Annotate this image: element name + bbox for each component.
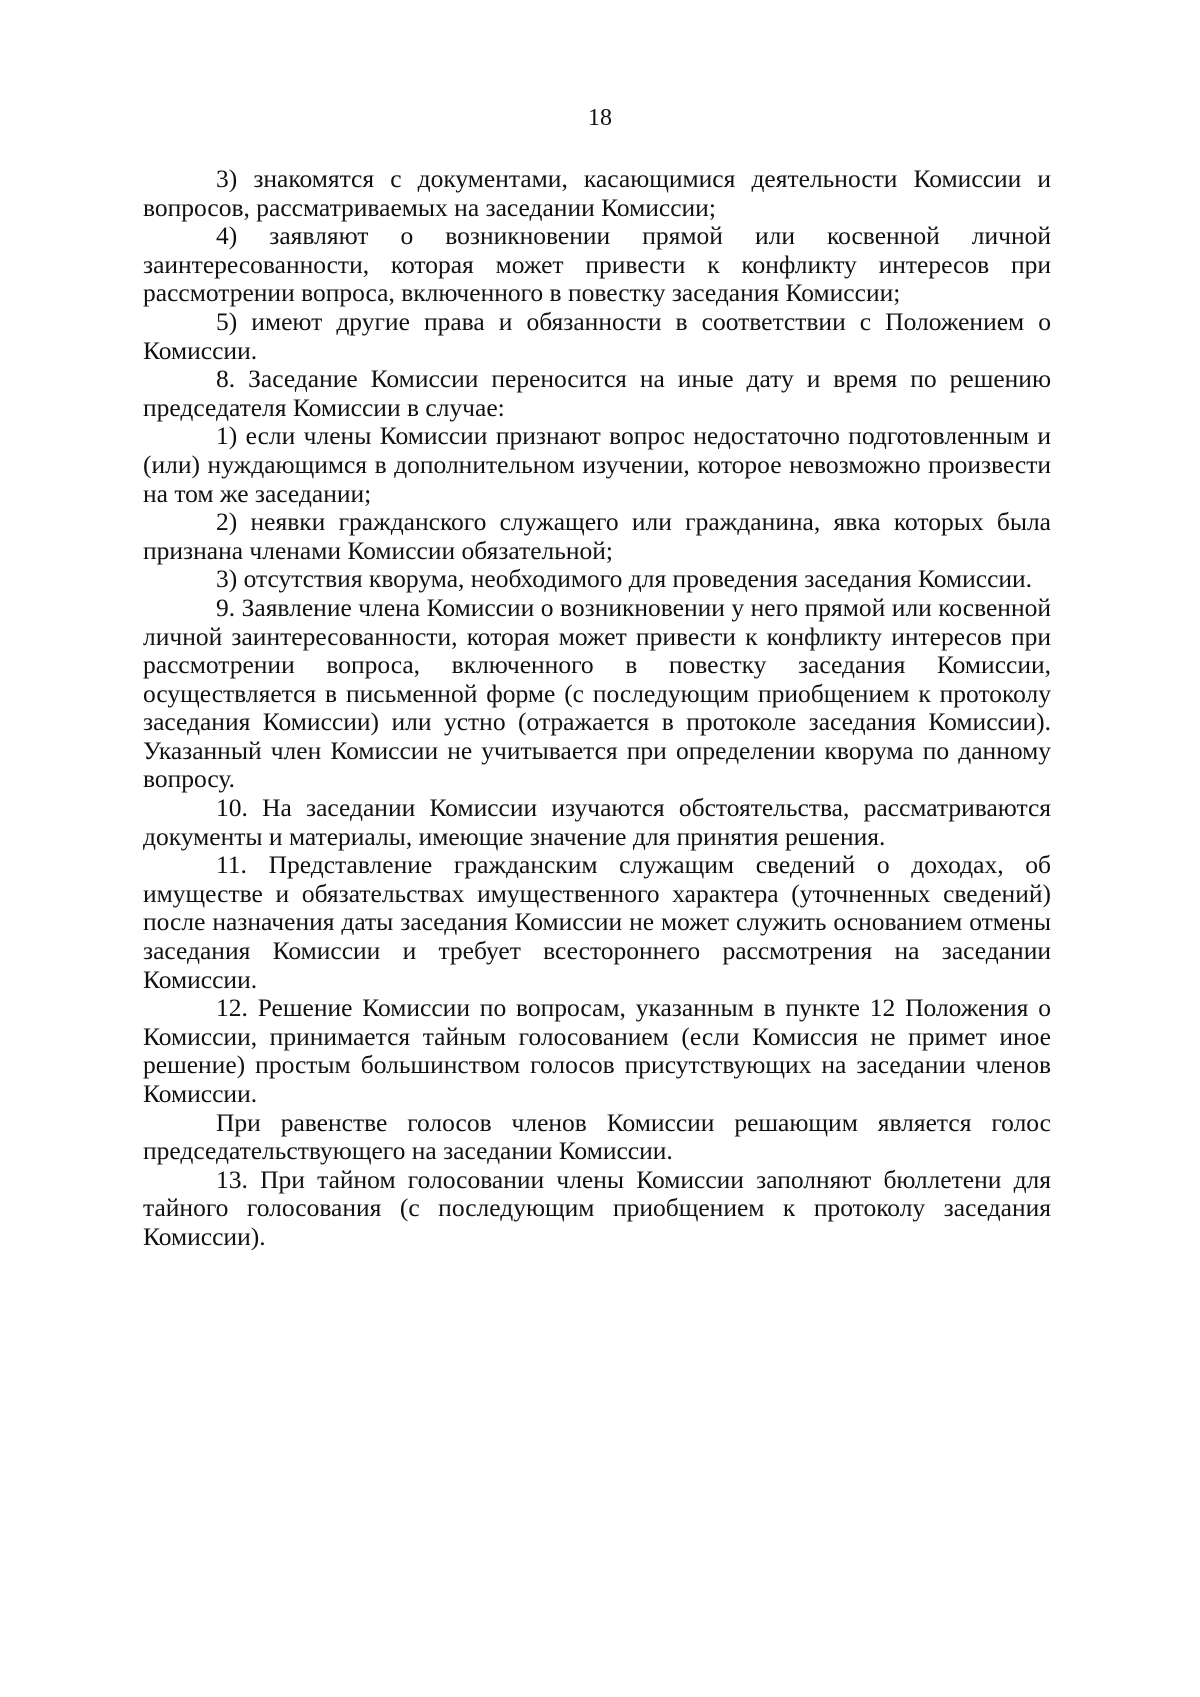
paragraph-item-3-familiarize: 3) знакомятся с документами, касающимися деятельности Комиссии и вопросов, рассматриваемых на заседании Комиссии; [143,164,1051,222]
paragraph-clause-12-tie: При равенстве голосов членов Комиссии решающим является голос председательствующего на заседании Комиссии. [143,1107,1051,1166]
paragraph-clause-8-item-1: 1) если члены Комиссии признают вопрос недостаточно подготовленным и (или) нуждающимся в дополнительном изучении, которое невозможно произвести на том же заседании; [143,421,1051,508]
paragraph-clause-8-item-3: 3) отсутствия кворума, необходимого для проведения заседания Комиссии. [216,564,1033,594]
paragraph-item-5-other-rights: 5) имеют другие права и обязанности в соответствии с Положением о Комиссии. [143,306,1051,365]
paragraph-clause-9: 9. Заявление члена Комиссии о возникновении у него прямой или косвенной личной заинтересованности, которая может привести к конфликту интересов при рассмотрении вопроса, включенного в повестку заседания Комиссии, осуществляется в письменной форме (с последующим приобщением к протоколу заседания Комиссии) или устно (отражается в протоколе заседания Комиссии). Указанный член Комиссии не учитывается при определении кворума по данному вопросу. [143,592,1051,794]
paragraph-clause-12: 12. Решение Комиссии по вопросам, указанным в пункте 12 Положения о Комиссии, принимается тайным голосованием (если Комиссия не примет иное решение) простым большинством голосов присутствующих на заседании членов Комиссии. [143,993,1051,1108]
paragraph-clause-11: 11. Представление гражданским служащим сведений о доходах, об имуществе и обязательствах имущественного характера (уточненных сведений) после назначения даты заседания Комиссии не может служить основанием отмены заседания Комиссии и требует всестороннего рассмотрения на заседании Комиссии. [143,850,1051,994]
page-number: 18 [588,105,612,131]
paragraph-clause-13: 13. При тайном голосовании члены Комиссии заполняют бюллетени для тайного голосования (с последующим приобщением к протоколу заседания Комиссии). [143,1164,1051,1251]
paragraph-clause-8-item-2: 2) неявки гражданского служащего или гражданина, явка которых была признана членами Комиссии обязательной; [143,507,1051,565]
paragraph-clause-8-postponement: 8. Заседание Комиссии переносится на иные дату и время по решению председателя Комиссии в случае: [143,364,1051,422]
paragraph-clause-10: 10. На заседании Комиссии изучаются обстоятельства, рассматриваются документы и материалы, имеющие значение для принятия решения. [143,793,1051,851]
paragraph-item-4-declare-interest: 4) заявляют о возникновении прямой или косвенной личной заинтересованности, которая может привести к конфликту интересов при рассмотрении вопроса, включенного в повестку заседания Комиссии; [143,221,1051,308]
document-body [143,165,1051,1252]
